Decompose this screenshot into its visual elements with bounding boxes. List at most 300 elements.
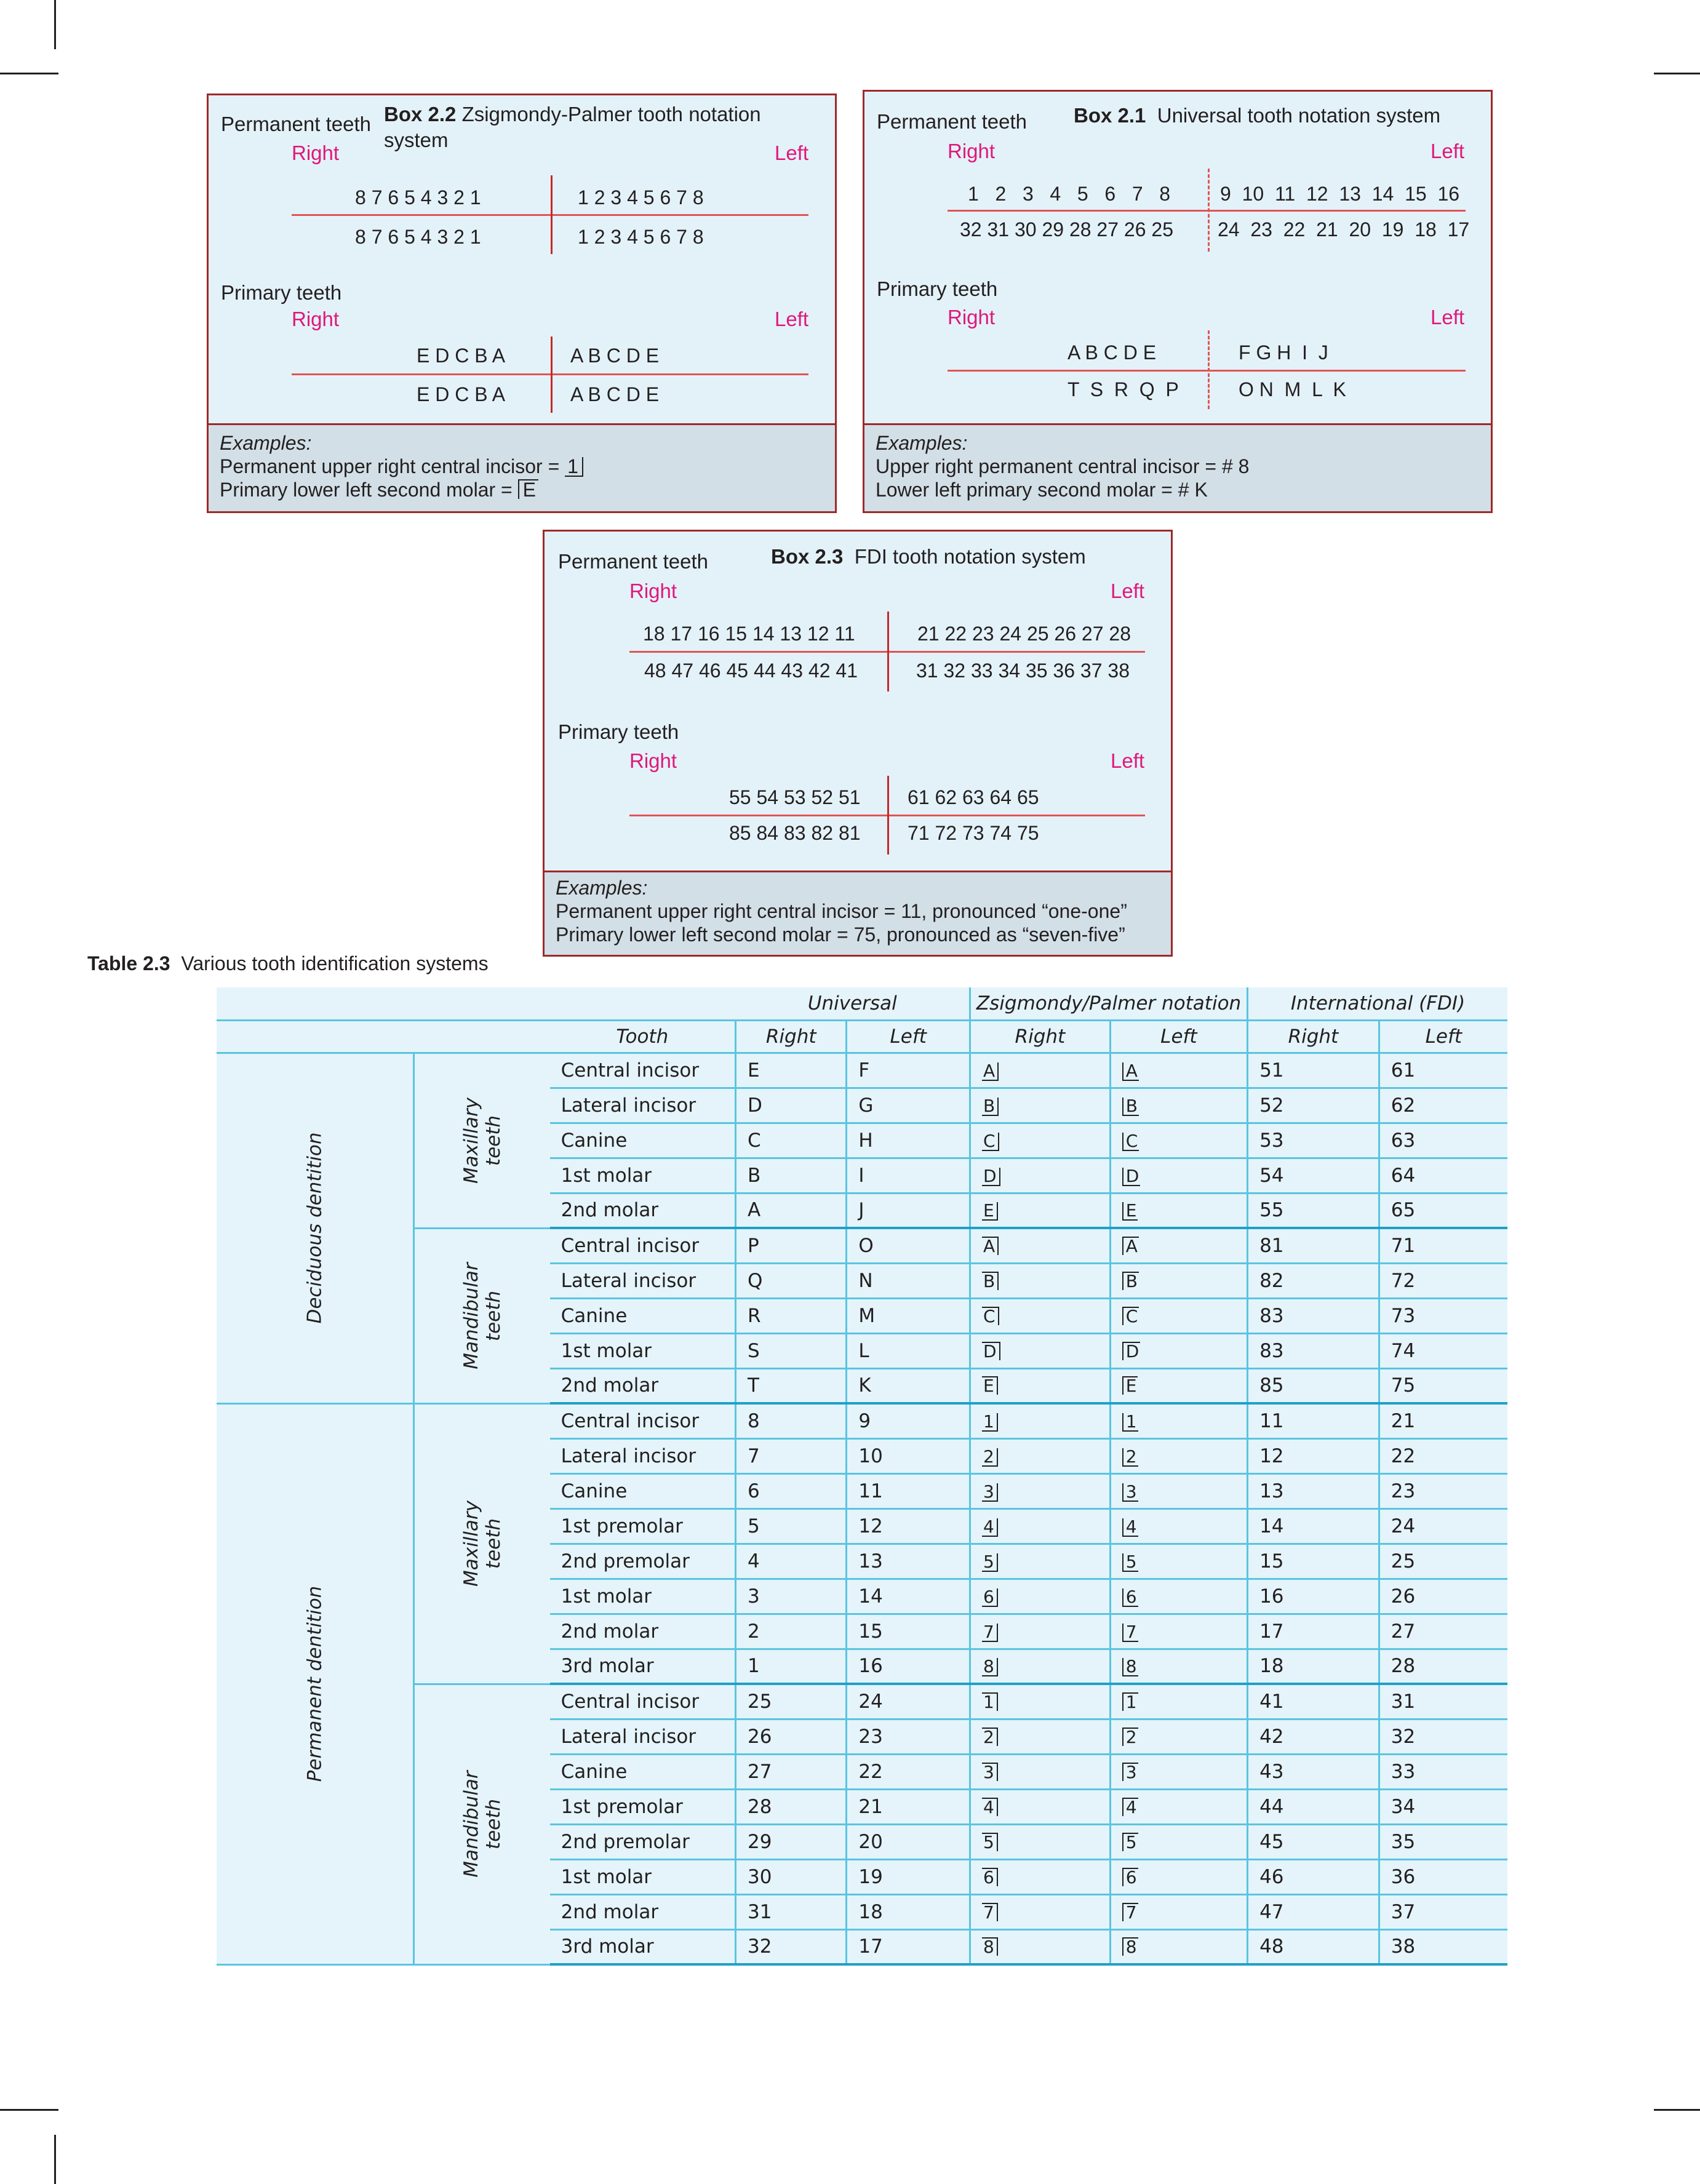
palmer-symbol: 8: [1122, 1937, 1138, 1956]
fdi-right: 55: [1248, 1193, 1379, 1228]
jaw-label: Mandibular teeth: [413, 1684, 550, 1964]
prim-lower-left: A B C D E: [570, 383, 660, 405]
examples-title: Examples:: [220, 432, 312, 454]
perm-lower-left: 31 32 33 34 35 36 37 38: [916, 660, 1130, 682]
tooth-name: Central incisor: [550, 1684, 736, 1719]
header-left: Left: [847, 1020, 970, 1053]
palmer-symbol: 5: [1122, 1833, 1138, 1851]
palmer-left: [1110, 1824, 1247, 1859]
perm-lower-left: 24 23 22 21 20 19 18 17: [1218, 218, 1470, 241]
perm-lower-right: 48 47 46 45 44 43 42 41: [644, 660, 858, 682]
universal-right: 2: [736, 1614, 847, 1649]
right-label: Right: [629, 580, 677, 602]
tooth-name: Lateral incisor: [550, 1719, 736, 1754]
universal-right: R: [736, 1298, 847, 1333]
fdi-right: 46: [1248, 1859, 1379, 1894]
example-line: Primary lower left second molar = E: [220, 478, 824, 501]
tooth-name: 2nd premolar: [550, 1544, 736, 1579]
palmer-right: [970, 1088, 1111, 1123]
tooth-name: 2nd molar: [550, 1193, 736, 1228]
palmer-symbol: 3: [982, 1483, 998, 1502]
palmer-left: [1110, 1684, 1247, 1719]
fdi-right: 15: [1248, 1544, 1379, 1579]
universal-left: 21: [847, 1789, 970, 1824]
universal-right: E: [736, 1053, 847, 1088]
universal-right: 4: [736, 1544, 847, 1579]
fdi-left: 27: [1379, 1614, 1507, 1649]
palmer-right: [970, 1824, 1111, 1859]
fdi-right: 52: [1248, 1088, 1379, 1123]
palmer-symbol: A: [982, 1062, 999, 1081]
fdi-right: 85: [1248, 1368, 1379, 1403]
palmer-right: [970, 1228, 1111, 1263]
table-caption-text: Various tooth identification systems: [181, 952, 489, 974]
palmer-symbol: 5: [1122, 1553, 1138, 1572]
palmer-symbol: B: [982, 1098, 999, 1116]
crop-mark: [0, 2109, 58, 2111]
universal-left: G: [847, 1088, 970, 1123]
tooth-name: Canine: [550, 1754, 736, 1789]
tooth-name: Central incisor: [550, 1053, 736, 1088]
palmer-left: [1110, 1508, 1247, 1544]
palmer-left: [1110, 1228, 1247, 1263]
palmer-right: [970, 1368, 1111, 1403]
palmer-symbol: B: [1122, 1098, 1139, 1116]
palmer-symbol: 6: [1122, 1868, 1138, 1886]
palmer-right: [970, 1754, 1111, 1789]
palmer-right: [970, 1298, 1111, 1333]
universal-left: 17: [847, 1929, 970, 1964]
tooth-name: Central incisor: [550, 1403, 736, 1438]
palmer-symbol: 8: [982, 1937, 998, 1956]
fdi-left: 26: [1379, 1579, 1507, 1614]
perm-lower-left: 1 2 3 4 5 6 7 8: [578, 226, 704, 248]
universal-left: J: [847, 1193, 970, 1228]
palmer-symbol: 7: [1122, 1903, 1138, 1921]
prim-divider: [292, 373, 808, 375]
fdi-right: 12: [1248, 1438, 1379, 1473]
table-body: [217, 1053, 1507, 1964]
universal-right: C: [736, 1123, 847, 1158]
tooth-name: Canine: [550, 1298, 736, 1333]
palmer-left: [1110, 1158, 1247, 1193]
box-title-text: FDI tooth notation system: [854, 545, 1086, 568]
palmer-right: [970, 1859, 1111, 1894]
palmer-left: [1110, 1333, 1247, 1368]
left-label: Left: [775, 308, 809, 330]
palmer-symbol: 5: [982, 1553, 998, 1572]
permanent-teeth-label: Permanent teeth: [877, 110, 1027, 133]
palmer-left: [1110, 1859, 1247, 1894]
fdi-left: 32: [1379, 1719, 1507, 1754]
palmer-left: [1110, 1649, 1247, 1684]
fdi-left: 37: [1379, 1894, 1507, 1929]
palmer-symbol: 6: [982, 1588, 998, 1607]
header-tooth: Tooth: [550, 1020, 736, 1053]
tooth-name: Canine: [550, 1123, 736, 1158]
table-row: [217, 1053, 1507, 1088]
tooth-name: 3rd molar: [550, 1929, 736, 1964]
palmer-left: [1110, 1719, 1247, 1754]
palmer-symbol: C: [1122, 1307, 1139, 1325]
tooth-name: 1st molar: [550, 1333, 736, 1368]
palmer-right: [970, 1263, 1111, 1298]
tooth-name: 2nd molar: [550, 1368, 736, 1403]
fdi-left: 31: [1379, 1684, 1507, 1719]
prim-upper-left: A B C D E: [570, 345, 660, 367]
left-label: Left: [1431, 306, 1465, 329]
prim-upper-right: 55 54 53 52 51: [729, 786, 861, 808]
header-right: Right: [1248, 1020, 1379, 1053]
universal-left: 16: [847, 1649, 970, 1684]
palmer-symbol: 4: [1122, 1798, 1138, 1816]
palmer-symbol: D: [1122, 1168, 1141, 1186]
header-left: Left: [1110, 1020, 1247, 1053]
prim-upper-left: F G H I J: [1239, 341, 1328, 364]
fdi-left: 73: [1379, 1298, 1507, 1333]
universal-left: 18: [847, 1894, 970, 1929]
jaw-label: Maxillary teeth: [413, 1053, 550, 1228]
header-left: Left: [1379, 1020, 1507, 1053]
right-label: Right: [292, 308, 340, 330]
prim-upper-left: 61 62 63 64 65: [908, 786, 1039, 808]
primary-teeth-label: Primary teeth: [558, 720, 679, 743]
fdi-left: 28: [1379, 1649, 1507, 1684]
examples-title: Examples:: [556, 877, 648, 899]
universal-right: T: [736, 1368, 847, 1403]
palmer-symbol: 1: [982, 1692, 998, 1711]
fdi-left: 71: [1379, 1228, 1507, 1263]
palmer-symbol: D: [1122, 1342, 1141, 1360]
universal-left: F: [847, 1053, 970, 1088]
fdi-left: 22: [1379, 1438, 1507, 1473]
universal-right: 27: [736, 1754, 847, 1789]
palmer-right: [970, 1053, 1111, 1088]
palmer-right: [970, 1894, 1111, 1929]
palmer-symbol: E: [518, 479, 538, 499]
palmer-left: [1110, 1789, 1247, 1824]
palmer-right: [970, 1614, 1111, 1649]
universal-left: N: [847, 1263, 970, 1298]
crop-mark: [54, 0, 56, 49]
universal-right: P: [736, 1228, 847, 1263]
example-line: Permanent upper right central incisor = 1: [220, 455, 824, 478]
palmer-symbol: 8: [1122, 1658, 1138, 1676]
fdi-left: 33: [1379, 1754, 1507, 1789]
fdi-left: 23: [1379, 1473, 1507, 1508]
palmer-left: [1110, 1088, 1247, 1123]
palmer-left: [1110, 1193, 1247, 1228]
fdi-right: 83: [1248, 1333, 1379, 1368]
box-number: Box 2.1: [1074, 104, 1146, 127]
fdi-right: 44: [1248, 1789, 1379, 1824]
dentition-label: Deciduous dentition: [217, 1053, 413, 1403]
palmer-symbol: 7: [982, 1903, 998, 1921]
palmer-symbol: A: [1122, 1062, 1139, 1081]
palmer-symbol: A: [1122, 1237, 1139, 1255]
prim-midline: [551, 337, 553, 413]
box-zsigmondy-palmer: [207, 94, 837, 513]
examples-title: Examples:: [876, 432, 968, 454]
universal-left: 19: [847, 1859, 970, 1894]
tooth-name: 1st molar: [550, 1859, 736, 1894]
header-palmer: Zsigmondy/Palmer notation: [970, 987, 1248, 1020]
palmer-symbol: 4: [982, 1798, 998, 1816]
perm-upper-right: 18 17 16 15 14 13 12 11: [643, 623, 855, 645]
table-row: [217, 1403, 1507, 1438]
tooth-name: Central incisor: [550, 1228, 736, 1263]
universal-right: 28: [736, 1789, 847, 1824]
universal-right: 30: [736, 1859, 847, 1894]
palmer-left: [1110, 1614, 1247, 1649]
universal-right: 3: [736, 1579, 847, 1614]
perm-upper-left: 1 2 3 4 5 6 7 8: [578, 186, 704, 209]
palmer-right: [970, 1508, 1111, 1544]
palmer-symbol: 7: [1122, 1624, 1138, 1642]
tooth-name: 1st premolar: [550, 1508, 736, 1544]
palmer-left: [1110, 1263, 1247, 1298]
palmer-symbol: 2: [982, 1448, 998, 1467]
fdi-right: 82: [1248, 1263, 1379, 1298]
universal-left: M: [847, 1298, 970, 1333]
fdi-left: 74: [1379, 1333, 1507, 1368]
universal-right: S: [736, 1333, 847, 1368]
example-line: Upper right permanent central incisor = # 8: [876, 455, 1250, 477]
fdi-right: 83: [1248, 1298, 1379, 1333]
palmer-symbol: 4: [982, 1518, 998, 1537]
fdi-right: 81: [1248, 1228, 1379, 1263]
palmer-left: [1110, 1403, 1247, 1438]
palmer-right: [970, 1438, 1111, 1473]
dentition-label: Permanent dentition: [217, 1403, 413, 1964]
fdi-left: 34: [1379, 1789, 1507, 1824]
examples-panel: [209, 423, 835, 511]
palmer-left: [1110, 1123, 1247, 1158]
palmer-symbol: D: [982, 1342, 1000, 1360]
prim-lower-right: 85 84 83 82 81: [729, 822, 861, 844]
permanent-teeth-label: Permanent teeth: [558, 550, 708, 573]
prim-upper-right: E D C B A: [417, 345, 506, 367]
box-title: [1074, 103, 1492, 129]
examples-panel: [545, 871, 1171, 955]
box-universal: [863, 90, 1493, 513]
universal-right: 26: [736, 1719, 847, 1754]
fdi-left: 36: [1379, 1859, 1507, 1894]
palmer-left: [1110, 1368, 1247, 1403]
universal-right: A: [736, 1193, 847, 1228]
palmer-symbol: 1: [565, 457, 583, 477]
perm-lower-right: 8 7 6 5 4 3 2 1: [355, 226, 481, 248]
box-title-text: Universal tooth notation system: [1157, 104, 1441, 127]
palmer-symbol: 7: [982, 1624, 998, 1642]
palmer-right: [970, 1649, 1111, 1684]
palmer-left: [1110, 1894, 1247, 1929]
crop-mark: [1654, 2109, 1700, 2111]
example-line: Primary lower left second molar = 75, pronounced as “seven-five”: [556, 923, 1125, 946]
tooth-name: Lateral incisor: [550, 1438, 736, 1473]
box-number: Box 2.2: [384, 103, 457, 126]
fdi-right: 51: [1248, 1053, 1379, 1088]
palmer-symbol: 3: [1122, 1483, 1138, 1502]
universal-right: 32: [736, 1929, 847, 1964]
permanent-teeth-label: Permanent teeth: [221, 113, 371, 135]
tooth-name: 2nd premolar: [550, 1824, 736, 1859]
fdi-left: 61: [1379, 1053, 1507, 1088]
palmer-left: [1110, 1438, 1247, 1473]
universal-left: K: [847, 1368, 970, 1403]
palmer-symbol: C: [982, 1307, 999, 1325]
palmer-symbol: 1: [1122, 1692, 1138, 1711]
palmer-symbol: 2: [1122, 1728, 1138, 1746]
universal-left: 20: [847, 1824, 970, 1859]
universal-left: 15: [847, 1614, 970, 1649]
left-label: Left: [775, 141, 809, 164]
palmer-right: [970, 1929, 1111, 1964]
perm-upper-left: 21 22 23 24 25 26 27 28: [917, 623, 1131, 645]
right-label: Right: [948, 140, 996, 162]
palmer-symbol: 5: [982, 1833, 998, 1851]
primary-teeth-label: Primary teeth: [221, 281, 342, 304]
palmer-symbol: 3: [982, 1763, 998, 1781]
universal-right: 7: [736, 1438, 847, 1473]
universal-right: 31: [736, 1894, 847, 1929]
universal-right: 6: [736, 1473, 847, 1508]
palmer-right: [970, 1544, 1111, 1579]
right-label: Right: [292, 141, 340, 164]
header-group-row: [217, 987, 1507, 1020]
universal-left: 11: [847, 1473, 970, 1508]
header-right: Right: [736, 1020, 847, 1053]
palmer-right: [970, 1579, 1111, 1614]
left-label: Left: [1431, 140, 1465, 162]
fdi-right: 42: [1248, 1719, 1379, 1754]
fdi-right: 53: [1248, 1123, 1379, 1158]
box-title-text: Zsigmondy-Palmer tooth notation system: [384, 103, 761, 151]
palmer-symbol: C: [982, 1133, 999, 1151]
universal-left: 22: [847, 1754, 970, 1789]
palmer-left: [1110, 1053, 1247, 1088]
tooth-name: 1st molar: [550, 1158, 736, 1193]
universal-left: 9: [847, 1403, 970, 1438]
prim-midline: [1208, 330, 1210, 409]
palmer-symbol: D: [982, 1168, 1000, 1186]
perm-midline: [1208, 169, 1210, 252]
palmer-right: [970, 1158, 1111, 1193]
palmer-symbol: 6: [982, 1868, 998, 1886]
fdi-left: 24: [1379, 1508, 1507, 1544]
fdi-left: 65: [1379, 1193, 1507, 1228]
jaw-label: Maxillary teeth: [413, 1403, 550, 1684]
perm-upper-left: 9 10 11 12 13 14 15 16: [1220, 183, 1460, 205]
palmer-symbol: A: [982, 1237, 999, 1255]
box-title: [384, 102, 778, 153]
left-label: Left: [1111, 749, 1145, 772]
example-line: Permanent upper right central incisor = 11, pronounced “one-one”: [556, 900, 1127, 922]
palmer-left: [1110, 1579, 1247, 1614]
fdi-right: 54: [1248, 1158, 1379, 1193]
tooth-name: Lateral incisor: [550, 1263, 736, 1298]
fdi-right: 47: [1248, 1894, 1379, 1929]
prim-lower-left: 71 72 73 74 75: [908, 822, 1039, 844]
universal-left: 10: [847, 1438, 970, 1473]
box-fdi: [543, 530, 1173, 957]
universal-left: L: [847, 1333, 970, 1368]
palmer-right: [970, 1333, 1111, 1368]
universal-right: 5: [736, 1508, 847, 1544]
fdi-right: 14: [1248, 1508, 1379, 1544]
fdi-left: 62: [1379, 1088, 1507, 1123]
palmer-symbol: E: [1122, 1376, 1138, 1395]
palmer-symbol: 1: [982, 1413, 998, 1432]
palmer-symbol: E: [982, 1202, 998, 1221]
universal-left: 24: [847, 1684, 970, 1719]
palmer-left: [1110, 1754, 1247, 1789]
palmer-symbol: 2: [1122, 1448, 1138, 1467]
box-title: [771, 544, 1165, 570]
fdi-left: 64: [1379, 1158, 1507, 1193]
prim-midline: [887, 776, 889, 855]
universal-left: O: [847, 1228, 970, 1263]
palmer-right: [970, 1473, 1111, 1508]
fdi-left: 63: [1379, 1123, 1507, 1158]
universal-left: 13: [847, 1544, 970, 1579]
table-number: Table 2.3: [87, 952, 170, 974]
universal-right: 1: [736, 1649, 847, 1684]
tooth-name: 2nd molar: [550, 1614, 736, 1649]
universal-right: D: [736, 1088, 847, 1123]
palmer-right: [970, 1403, 1111, 1438]
fdi-left: 38: [1379, 1929, 1507, 1964]
fdi-left: 21: [1379, 1403, 1507, 1438]
jaw-label: Mandibular teeth: [413, 1228, 550, 1403]
perm-upper-right: 8 7 6 5 4 3 2 1: [355, 186, 481, 209]
perm-divider: [292, 214, 808, 216]
crop-mark: [1654, 73, 1700, 74]
header-column-row: [217, 1020, 1507, 1053]
universal-left: H: [847, 1123, 970, 1158]
palmer-right: [970, 1123, 1111, 1158]
right-label: Right: [629, 749, 677, 772]
universal-left: 12: [847, 1508, 970, 1544]
perm-divider: [948, 210, 1466, 212]
palmer-symbol: 1: [1122, 1413, 1138, 1432]
palmer-left: [1110, 1473, 1247, 1508]
tooth-name: 2nd molar: [550, 1894, 736, 1929]
fdi-right: 18: [1248, 1649, 1379, 1684]
fdi-right: 11: [1248, 1403, 1379, 1438]
header-universal: Universal: [736, 987, 970, 1020]
fdi-right: 43: [1248, 1754, 1379, 1789]
palmer-right: [970, 1789, 1111, 1824]
fdi-right: 17: [1248, 1614, 1379, 1649]
fdi-right: 48: [1248, 1929, 1379, 1964]
fdi-right: 45: [1248, 1824, 1379, 1859]
fdi-right: 13: [1248, 1473, 1379, 1508]
universal-left: I: [847, 1158, 970, 1193]
prim-divider: [948, 370, 1466, 372]
primary-teeth-label: Primary teeth: [877, 277, 998, 300]
universal-right: 29: [736, 1824, 847, 1859]
universal-right: 8: [736, 1403, 847, 1438]
palmer-symbol: B: [1122, 1272, 1139, 1290]
palmer-symbol: 4: [1122, 1518, 1138, 1537]
examples-panel: [864, 423, 1491, 511]
header-right: Right: [970, 1020, 1111, 1053]
example-line: Lower left primary second molar = # K: [876, 479, 1208, 501]
tooth-name: Lateral incisor: [550, 1088, 736, 1123]
universal-left: 23: [847, 1719, 970, 1754]
tooth-identification-table: [217, 987, 1507, 1966]
